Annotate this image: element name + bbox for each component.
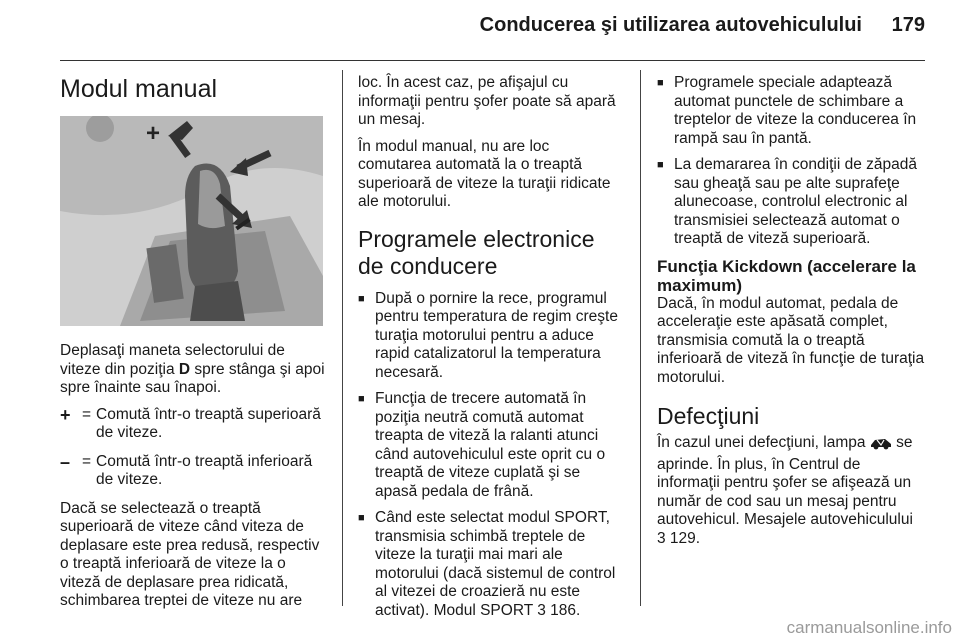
list-item: ■ La demararea în condiţii de zăpadă sau gheaţă sau pe alte suprafeţe alunecoase, controlul electronic al transmisiei selectează automat o treaptă de viteză superioară. <box>657 156 917 247</box>
legend-minus: – = Comută într-o treaptă inferioară de viteze. <box>60 451 313 488</box>
list-item: ■ Când este selectat modul SPORT, transmisia schimbă treptele de viteze la turaţii mai mari ale motorului (dacă sistemul de control al vitezei de croazieră nu este activat). Modul SPORT 3 186. <box>358 509 616 619</box>
gear-selector-photo <box>60 116 323 326</box>
body-paragraph: În cazul unei defecţiuni, lampa se aprinde. În plus, în Centrul de informaţii pentru şofer se afişează un număr de cod sau un mesaj pentru autovehicul. Mesajele autovehiculului 3 129. <box>657 434 913 547</box>
bullet-mark: ■ <box>358 292 365 305</box>
car-warning-icon <box>870 436 892 456</box>
reference-arrow-icon: 3 <box>537 601 546 619</box>
instruction-paragraph: Deplasaţi maneta selectorului de viteze din poziţia D spre stânga şi apoi spre înainte sau înapoi. <box>60 342 325 396</box>
running-header: Conducerea şi utilizarea autovehiculului <box>479 14 862 36</box>
minus-icon: – <box>60 451 71 472</box>
body-paragraph: Dacă, în modul automat, pedala de acceleraţie este apăsată complet, transmisia comută la o treaptă inferioară de viteză în funcţie de turaţia motorului. <box>657 294 925 386</box>
bullet-mark: ■ <box>657 77 664 89</box>
header-rule <box>60 60 925 61</box>
section-heading-manual-mode: Modul manual <box>60 75 218 103</box>
section-heading-driving-programs: Programele electronice de conducere <box>358 225 595 279</box>
column-2 <box>358 74 623 628</box>
body-paragraph: Dacă se selectează o treaptă superioară de viteze când viteza de deplasare este prea redusă, respectiv o treaptă inferioară de viteze la o viteză de deplasare prea ridicată, schimbarea treptei de viteze nu are <box>60 499 320 609</box>
subheading-kickdown: Funcţia Kickdown (accelerare la maximum) <box>657 256 916 295</box>
body-paragraph: loc. În acest caz, pe afişajul cu informaţii pentru şofer poate să apară un mesaj. <box>358 74 616 128</box>
list-item: ■ După o pornire la rece, programul pentru temperatura de regim creşte turaţia motorului pentru a aduce rapid catalizatorul la temperatura necesară. <box>358 289 618 381</box>
column-3 <box>657 74 925 556</box>
svg-text:+: + <box>146 120 161 147</box>
bullet-mark: ■ <box>657 159 664 171</box>
watermark: carmanualsonline.info <box>786 618 952 637</box>
plus-icon: + <box>60 404 71 425</box>
column-divider <box>342 70 343 606</box>
legend-plus: + = Comută într-o treaptă superioară de viteze. <box>60 404 321 441</box>
bullet-mark: ■ <box>358 512 365 524</box>
list-item: ■ Programele speciale adaptează automat punctele de schimbare a treptelor de viteze la conducerea în rampă sau în pantă. <box>657 74 917 147</box>
reference-arrow-icon: 3 <box>657 529 666 547</box>
list-item: ■ Funcţia de trecere automată în poziţia neutră comută automat treapta de viteză la ralanti atunci când autovehiculul este oprit cu o treaptă de viteze cuplată şi se apasă pedala de frână. <box>358 390 606 500</box>
body-paragraph: În modul manual, nu are loc comutarea automată la o treaptă superioară de viteze la turaţii ridicate ale motorului. <box>358 137 611 210</box>
bullet-mark: ■ <box>358 393 365 405</box>
page-number: 179 <box>891 14 925 36</box>
section-heading-faults: Defecţiuni <box>657 403 760 429</box>
column-divider <box>640 70 641 606</box>
column-1 <box>60 74 326 619</box>
